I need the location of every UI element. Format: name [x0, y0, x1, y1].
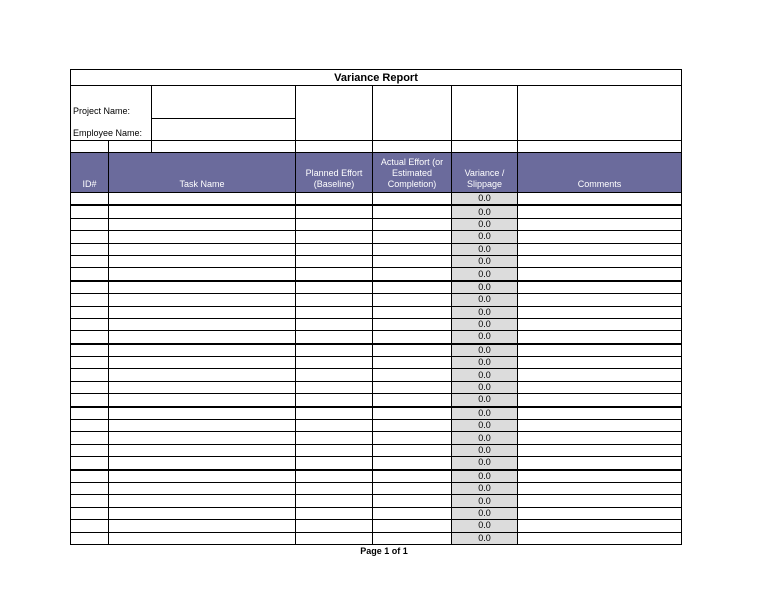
comments-cell[interactable]	[518, 281, 682, 294]
actual-effort-cell[interactable]	[373, 344, 452, 357]
comments-cell[interactable]	[518, 495, 682, 507]
table-row	[71, 218, 682, 230]
variance-cell: 0.0	[452, 193, 518, 206]
col-header-comments: Comments	[518, 153, 682, 193]
id-cell[interactable]	[71, 344, 109, 357]
planned-effort-cell[interactable]	[296, 381, 373, 393]
task-name-cell[interactable]	[109, 344, 296, 357]
task-name-cell[interactable]	[109, 381, 296, 393]
table-row	[71, 407, 682, 420]
meta-cell	[452, 141, 518, 153]
comments-cell[interactable]	[518, 357, 682, 369]
planned-effort-cell[interactable]	[296, 231, 373, 243]
actual-effort-cell[interactable]	[373, 532, 452, 544]
table-row	[71, 294, 682, 306]
task-name-cell[interactable]	[109, 318, 296, 330]
id-cell[interactable]	[71, 495, 109, 507]
planned-effort-cell[interactable]	[296, 444, 373, 456]
column-header-row	[71, 153, 682, 193]
planned-effort-cell[interactable]	[296, 482, 373, 494]
id-cell[interactable]	[71, 432, 109, 444]
table-row	[71, 268, 682, 281]
comments-cell[interactable]	[518, 294, 682, 306]
planned-effort-cell[interactable]	[296, 394, 373, 407]
variance-cell: 0.0	[452, 432, 518, 444]
meta-cell	[296, 86, 373, 119]
task-name-cell[interactable]	[109, 331, 296, 344]
variance-cell: 0.0	[452, 532, 518, 544]
planned-effort-cell[interactable]	[296, 218, 373, 230]
comments-cell[interactable]	[518, 532, 682, 544]
variance-cell: 0.0	[452, 420, 518, 432]
id-cell[interactable]	[71, 243, 109, 255]
actual-effort-cell[interactable]	[373, 268, 452, 281]
task-name-cell[interactable]	[109, 243, 296, 255]
actual-effort-cell[interactable]	[373, 407, 452, 420]
id-cell[interactable]	[71, 205, 109, 218]
actual-effort-cell[interactable]	[373, 281, 452, 294]
planned-effort-cell[interactable]	[296, 532, 373, 544]
planned-effort-cell[interactable]	[296, 294, 373, 306]
id-cell[interactable]	[71, 444, 109, 456]
variance-cell: 0.0	[452, 294, 518, 306]
id-cell[interactable]	[71, 268, 109, 281]
meta-cell	[518, 141, 682, 153]
comments-cell[interactable]	[518, 193, 682, 206]
comments-cell[interactable]	[518, 394, 682, 407]
project-name-field[interactable]	[152, 86, 296, 119]
task-name-cell[interactable]	[109, 495, 296, 507]
table-row	[71, 470, 682, 483]
variance-cell: 0.0	[452, 218, 518, 230]
variance-cell: 0.0	[452, 243, 518, 255]
variance-cell: 0.0	[452, 394, 518, 407]
task-name-cell[interactable]	[109, 281, 296, 294]
variance-cell: 0.0	[452, 482, 518, 494]
planned-effort-cell[interactable]	[296, 255, 373, 267]
table-row	[71, 255, 682, 267]
planned-effort-cell[interactable]	[296, 432, 373, 444]
col-header-actual: Actual Effort (or Estimated Completion)	[373, 153, 452, 193]
actual-effort-cell[interactable]	[373, 306, 452, 318]
planned-effort-cell[interactable]	[296, 470, 373, 483]
id-cell[interactable]	[71, 231, 109, 243]
table-row	[71, 444, 682, 456]
task-name-cell[interactable]	[109, 532, 296, 544]
planned-effort-cell[interactable]	[296, 318, 373, 330]
planned-effort-cell[interactable]	[296, 205, 373, 218]
comments-cell[interactable]	[518, 243, 682, 255]
id-cell[interactable]	[71, 331, 109, 344]
actual-effort-cell[interactable]	[373, 482, 452, 494]
table-row	[71, 482, 682, 494]
report-title: Variance Report	[71, 70, 682, 86]
comments-cell[interactable]	[518, 331, 682, 344]
actual-effort-cell[interactable]	[373, 318, 452, 330]
task-name-cell[interactable]	[109, 394, 296, 407]
table-row	[71, 369, 682, 381]
comments-cell[interactable]	[518, 432, 682, 444]
variance-cell: 0.0	[452, 495, 518, 507]
actual-effort-cell[interactable]	[373, 520, 452, 532]
id-cell[interactable]	[71, 420, 109, 432]
comments-cell[interactable]	[518, 205, 682, 218]
variance-cell: 0.0	[452, 444, 518, 456]
task-name-cell[interactable]	[109, 407, 296, 420]
id-cell[interactable]	[71, 193, 109, 206]
task-name-cell[interactable]	[109, 255, 296, 267]
actual-effort-cell[interactable]	[373, 444, 452, 456]
comments-cell[interactable]	[518, 218, 682, 230]
id-cell[interactable]	[71, 294, 109, 306]
table-row	[71, 318, 682, 330]
comments-cell[interactable]	[518, 255, 682, 267]
task-name-cell[interactable]	[109, 507, 296, 519]
id-cell[interactable]	[71, 357, 109, 369]
table-row	[71, 532, 682, 544]
employee-name-label: Employee Name:	[71, 118, 152, 141]
planned-effort-cell[interactable]	[296, 420, 373, 432]
table-row	[71, 243, 682, 255]
variance-report-sheet	[70, 69, 681, 545]
variance-cell: 0.0	[452, 357, 518, 369]
variance-cell: 0.0	[452, 520, 518, 532]
comments-cell[interactable]	[518, 407, 682, 420]
actual-effort-cell[interactable]	[373, 294, 452, 306]
task-name-cell[interactable]	[109, 482, 296, 494]
meta-cell	[152, 141, 296, 153]
variance-cell: 0.0	[452, 281, 518, 294]
actual-effort-cell[interactable]	[373, 432, 452, 444]
table-row	[71, 507, 682, 519]
comments-cell[interactable]	[518, 231, 682, 243]
task-name-cell[interactable]	[109, 306, 296, 318]
table-row	[71, 394, 682, 407]
table-row	[71, 432, 682, 444]
planned-effort-cell[interactable]	[296, 457, 373, 470]
comments-cell[interactable]	[518, 369, 682, 381]
planned-effort-cell[interactable]	[296, 193, 373, 206]
id-cell[interactable]	[71, 457, 109, 470]
comments-cell[interactable]	[518, 457, 682, 470]
comments-cell[interactable]	[518, 507, 682, 519]
planned-effort-cell[interactable]	[296, 369, 373, 381]
task-name-cell[interactable]	[109, 205, 296, 218]
planned-effort-cell[interactable]	[296, 243, 373, 255]
planned-effort-cell[interactable]	[296, 281, 373, 294]
planned-effort-cell[interactable]	[296, 407, 373, 420]
comments-cell[interactable]	[518, 306, 682, 318]
meta-cell	[109, 141, 152, 153]
planned-effort-cell[interactable]	[296, 344, 373, 357]
id-cell[interactable]	[71, 306, 109, 318]
page-number: Page 1 of 1	[360, 546, 408, 556]
variance-cell: 0.0	[452, 457, 518, 470]
table-row	[71, 357, 682, 369]
task-name-cell[interactable]	[109, 294, 296, 306]
planned-effort-cell[interactable]	[296, 520, 373, 532]
actual-effort-cell[interactable]	[373, 243, 452, 255]
task-name-cell[interactable]	[109, 193, 296, 206]
task-name-cell[interactable]	[109, 357, 296, 369]
table-row	[71, 420, 682, 432]
task-name-cell[interactable]	[109, 268, 296, 281]
id-cell[interactable]	[71, 318, 109, 330]
col-header-variance: Variance / Slippage	[452, 153, 518, 193]
actual-effort-cell[interactable]	[373, 457, 452, 470]
id-cell[interactable]	[71, 470, 109, 483]
task-name-cell[interactable]	[109, 369, 296, 381]
variance-cell: 0.0	[452, 369, 518, 381]
variance-report-table	[70, 69, 682, 545]
comments-cell[interactable]	[518, 420, 682, 432]
employee-name-field[interactable]	[152, 118, 296, 141]
variance-cell: 0.0	[452, 268, 518, 281]
meta-cell	[518, 118, 682, 141]
table-row	[71, 520, 682, 532]
variance-cell: 0.0	[452, 205, 518, 218]
variance-cell: 0.0	[452, 407, 518, 420]
comments-cell[interactable]	[518, 444, 682, 456]
task-name-cell[interactable]	[109, 457, 296, 470]
actual-effort-cell[interactable]	[373, 420, 452, 432]
id-cell[interactable]	[71, 381, 109, 393]
variance-cell: 0.0	[452, 344, 518, 357]
col-header-planned: Planned Effort (Baseline)	[296, 153, 373, 193]
meta-cell	[452, 118, 518, 141]
id-cell[interactable]	[71, 255, 109, 267]
id-cell[interactable]	[71, 532, 109, 544]
table-row	[71, 193, 682, 206]
meta-cell	[71, 141, 109, 153]
id-cell[interactable]	[71, 369, 109, 381]
planned-effort-cell[interactable]	[296, 357, 373, 369]
actual-effort-cell[interactable]	[373, 331, 452, 344]
table-row	[71, 495, 682, 507]
actual-effort-cell[interactable]	[373, 357, 452, 369]
actual-effort-cell[interactable]	[373, 381, 452, 393]
id-cell[interactable]	[71, 407, 109, 420]
meta-cell	[296, 118, 373, 141]
task-name-cell[interactable]	[109, 444, 296, 456]
comments-cell[interactable]	[518, 470, 682, 483]
id-cell[interactable]	[71, 394, 109, 407]
comments-cell[interactable]	[518, 381, 682, 393]
actual-effort-cell[interactable]	[373, 231, 452, 243]
comments-cell[interactable]	[518, 520, 682, 532]
task-name-cell[interactable]	[109, 218, 296, 230]
task-name-cell[interactable]	[109, 432, 296, 444]
table-row	[71, 457, 682, 470]
id-cell[interactable]	[71, 482, 109, 494]
meta-cell	[296, 141, 373, 153]
comments-cell[interactable]	[518, 318, 682, 330]
col-header-id: ID#	[71, 153, 109, 193]
variance-cell: 0.0	[452, 318, 518, 330]
planned-effort-cell[interactable]	[296, 331, 373, 344]
table-row	[71, 306, 682, 318]
planned-effort-cell[interactable]	[296, 507, 373, 519]
table-row	[71, 231, 682, 243]
actual-effort-cell[interactable]	[373, 193, 452, 206]
task-name-cell[interactable]	[109, 520, 296, 532]
comments-cell[interactable]	[518, 344, 682, 357]
actual-effort-cell[interactable]	[373, 205, 452, 218]
id-cell[interactable]	[71, 218, 109, 230]
table-row	[71, 281, 682, 294]
id-cell[interactable]	[71, 281, 109, 294]
comments-cell[interactable]	[518, 482, 682, 494]
comments-cell[interactable]	[518, 268, 682, 281]
meta-cell	[452, 86, 518, 119]
data-rows	[71, 193, 682, 545]
table-row	[71, 344, 682, 357]
task-name-cell[interactable]	[109, 231, 296, 243]
task-name-cell[interactable]	[109, 420, 296, 432]
col-header-task: Task Name	[109, 153, 296, 193]
id-cell[interactable]	[71, 520, 109, 532]
planned-effort-cell[interactable]	[296, 306, 373, 318]
table-row	[71, 205, 682, 218]
planned-effort-cell[interactable]	[296, 495, 373, 507]
meta-cell	[373, 118, 452, 141]
meta-cell	[373, 141, 452, 153]
variance-cell: 0.0	[452, 470, 518, 483]
table-row	[71, 381, 682, 393]
actual-effort-cell[interactable]	[373, 218, 452, 230]
actual-effort-cell[interactable]	[373, 470, 452, 483]
variance-cell: 0.0	[452, 507, 518, 519]
task-name-cell[interactable]	[109, 470, 296, 483]
variance-cell: 0.0	[452, 306, 518, 318]
planned-effort-cell[interactable]	[296, 268, 373, 281]
meta-cell	[373, 86, 452, 119]
table-row	[71, 331, 682, 344]
meta-cell	[518, 86, 682, 119]
project-name-label: Project Name:	[71, 86, 152, 119]
actual-effort-cell[interactable]	[373, 394, 452, 407]
variance-cell: 0.0	[452, 255, 518, 267]
id-cell[interactable]	[71, 507, 109, 519]
actual-effort-cell[interactable]	[373, 369, 452, 381]
variance-cell: 0.0	[452, 231, 518, 243]
actual-effort-cell[interactable]	[373, 255, 452, 267]
actual-effort-cell[interactable]	[373, 507, 452, 519]
variance-cell: 0.0	[452, 331, 518, 344]
actual-effort-cell[interactable]	[373, 495, 452, 507]
variance-cell: 0.0	[452, 381, 518, 393]
